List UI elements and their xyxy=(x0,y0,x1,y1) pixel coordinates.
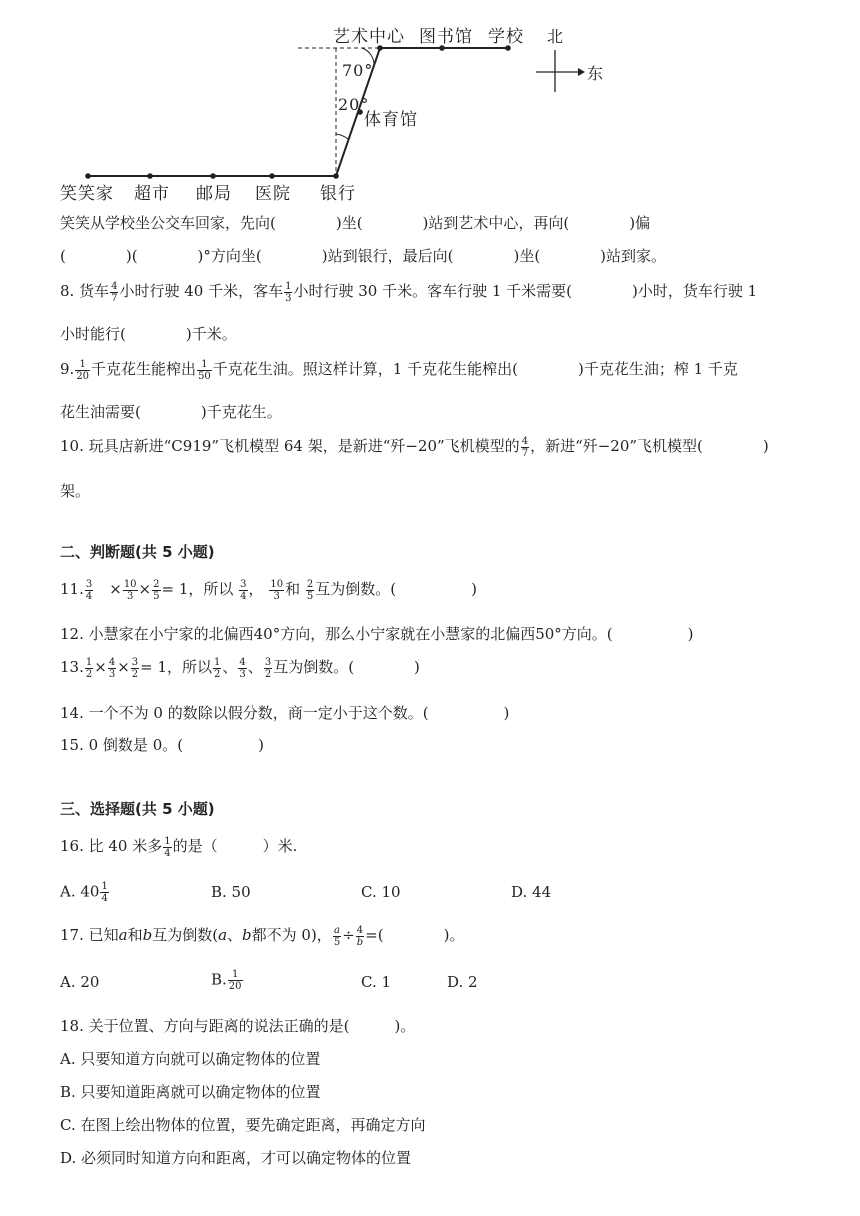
question-10-line-2: 架。 xyxy=(60,482,91,500)
place-hospital: 医院 xyxy=(255,184,291,204)
question-16: 16. 比 40 米多 $\frac{1}{4}$ 的是（ ）米. xyxy=(60,835,298,859)
question-17-option-a[interactable]: A. 20 xyxy=(60,973,100,991)
place-library: 图书馆 xyxy=(419,27,473,47)
post-office-dot xyxy=(210,173,216,179)
fraction: $\frac{1}{20}$ xyxy=(76,358,90,382)
east-label: 东 xyxy=(587,64,605,83)
fraction: $\frac{1}{3}$ xyxy=(285,280,292,304)
question-11: 11. $\frac{3}{4}$ × $\frac{10}{3}$ × $\frac{2}{5}$ = 1，所以 $\frac{3}{4}$ ， $\frac{10}{3}$ 和 $\frac{2}{5}$ 互为倒数。( ) xyxy=(60,578,477,602)
question-7-line-2: ( )( )°方向坐( )站到银行，最后向( )坐( )站到家。 xyxy=(60,247,667,265)
question-15: 15. 0 倒数是 0。( ) xyxy=(60,736,264,754)
place-school: 学校 xyxy=(488,27,524,47)
question-17: 17. 已知a和b互为倒数(a、b都不为 0)， $\frac{a}{5}$ ÷ $\frac{4}{b}$ =( )。 xyxy=(60,924,465,948)
question-16-option-a[interactable]: A. 40 $\frac{1}{4}$ xyxy=(60,881,108,904)
section-2-title: 二、判断题(共 5 小题) xyxy=(60,543,215,561)
place-bank: 银行 xyxy=(320,184,356,204)
place-gym: 体育馆 xyxy=(364,110,418,130)
question-18-option-d[interactable]: D. 必须同时知道方向和距离，才可以确定物体的位置 xyxy=(60,1149,412,1167)
question-17-option-d[interactable]: D. 2 xyxy=(447,973,478,991)
question-16-option-c[interactable]: C. 10 xyxy=(361,883,401,901)
place-art-center: 艺术中心 xyxy=(333,27,405,47)
question-18: 18. 关于位置、方向与距离的说法正确的是( )。 xyxy=(60,1017,416,1035)
question-16-option-b[interactable]: B. 50 xyxy=(211,883,251,901)
home-dot xyxy=(85,173,91,179)
place-post-office: 邮局 xyxy=(196,184,232,204)
question-9-line-1: 9. $\frac{1}{20}$ 千克花生能榨出 $\frac{1}{50}$ 千克花生油。照这样计算，1 千克花生能榨出( )千克花生油；榨 1 千克 xyxy=(60,358,738,382)
question-17-option-c[interactable]: C. 1 xyxy=(361,973,392,991)
fraction: $\frac{4}{7}$ xyxy=(521,435,529,459)
north-label: 北 xyxy=(547,27,565,46)
question-16-option-d[interactable]: D. 44 xyxy=(511,883,552,901)
question-18-option-c[interactable]: C. 在图上绘出物体的位置，要先确定距离，再确定方向 xyxy=(60,1116,426,1134)
question-12: 12. 小慧家在小宁家的北偏西40°方向，那么小宁家就在小慧家的北偏西50°方向。( ) xyxy=(60,625,694,643)
question-10-line-1: 10. 玩具店新进“C919”飞机模型 64 架，是新进“歼−20”飞机模型的 $\frac{4}{7}$ ，新进“歼−20”飞机模型( ) xyxy=(60,435,769,459)
question-17-option-b[interactable]: B. $\frac{1}{20}$ xyxy=(211,969,242,992)
question-13: 13. $\frac{1}{2}$ × $\frac{4}{3}$ × $\frac{3}{2}$ = 1，所以 $\frac{1}{2}$ 、 $\frac{4}{3}$ 、 $\frac{3}{2}$ 互为倒数。( ) xyxy=(60,656,420,680)
place-supermarket: 超市 xyxy=(134,184,170,204)
compass-icon xyxy=(536,50,585,92)
fraction: $\frac{1}{50}$ xyxy=(198,358,211,382)
hospital-dot xyxy=(269,173,275,179)
bank-dot xyxy=(333,173,339,179)
question-18-option-b[interactable]: B. 只要知道距离就可以确定物体的位置 xyxy=(60,1083,321,1101)
question-14: 14. 一个不为 0 的数除以假分数，商一定小于这个数。( ) xyxy=(60,704,510,722)
angle-70-label: 70° xyxy=(342,61,374,80)
question-7-line-1: 笑笑从学校坐公交车回家，先向( )坐( )站到艺术中心，再向( )偏 xyxy=(60,214,651,232)
angle-20-label: 20° xyxy=(338,95,370,114)
question-8-line-1: 8. 货车 $\frac{4}{7}$ 小时行驶 40 千米，客车 $\frac{1}{3}$ 小时行驶 30 千米。客车行驶 1 千米需要( )小时，货车行驶 1 xyxy=(60,280,758,304)
question-18-option-a[interactable]: A. 只要知道方向就可以确定物体的位置 xyxy=(60,1050,321,1068)
question-9-line-2: 花生油需要( )千克花生。 xyxy=(60,403,282,421)
fraction: $\frac{4}{7}$ xyxy=(111,280,118,304)
supermarket-dot xyxy=(147,173,153,179)
question-8-line-2: 小时能行( )千米。 xyxy=(60,325,237,343)
section-3-title: 三、选择题(共 5 小题) xyxy=(60,800,215,818)
place-home: 笑笑家 xyxy=(60,184,114,204)
